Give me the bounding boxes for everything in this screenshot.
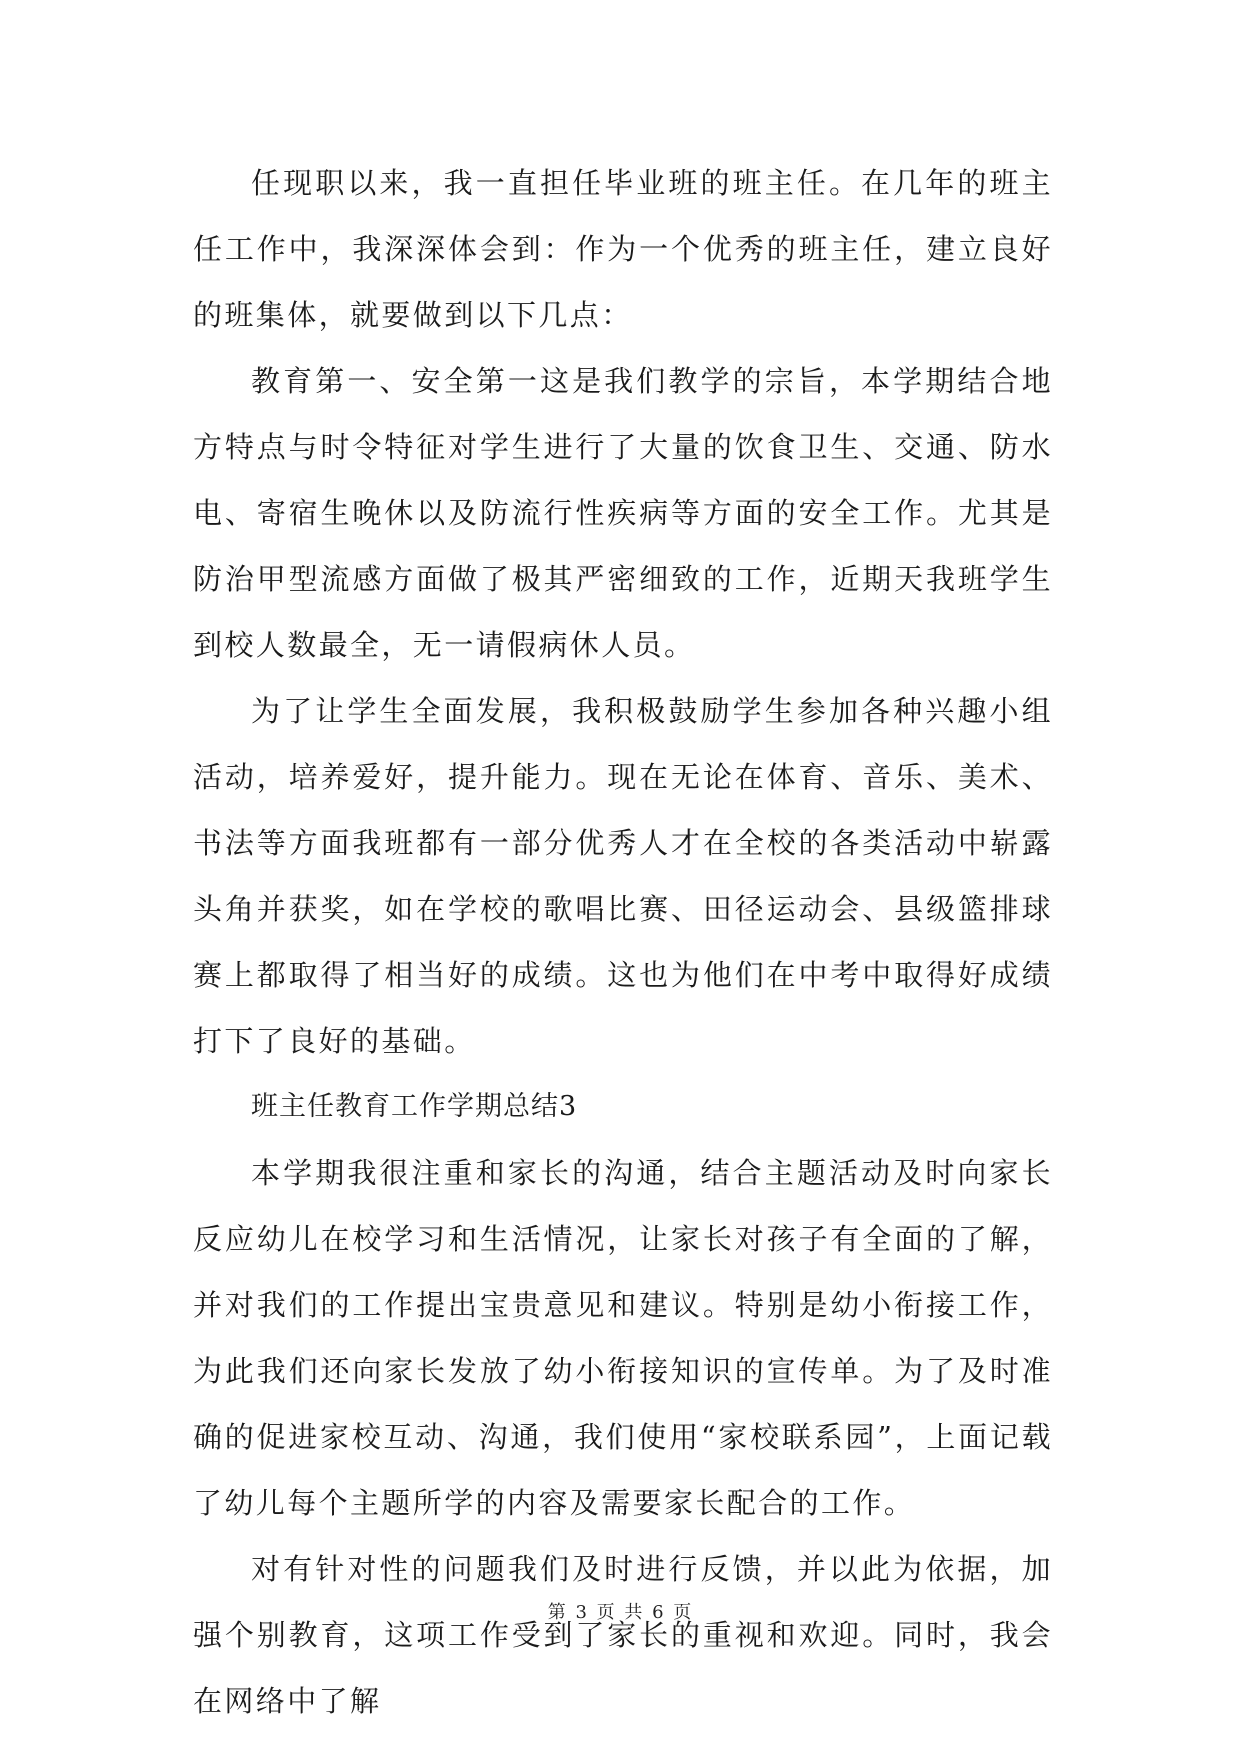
page-number-footer: 第 3 页 共 6 页 bbox=[547, 1602, 694, 1623]
paragraph-5: 对有针对性的问题我们及时进行反馈，并以此为依据，加强个别教育，这项工作受到了家长的重视和欢迎。同时，我会在网络中了解 bbox=[193, 1552, 1053, 1718]
document-body bbox=[193, 150, 1053, 1734]
paragraph-1: 任现职以来，我一直担任毕业班的班主任。在几年的班主任工作中，我深深体会到：作为一个优秀的班主任，建立良好的班集体，就要做到以下几点： bbox=[193, 166, 1053, 332]
paragraph-2: 教育第一、安全第一这是我们教学的宗旨，本学期结合地方特点与时令特征对学生进行了大量的饮食卫生、交通、防水电、寄宿生晚休以及防流行性疾病等方面的安全工作。尤其是防治甲型流感方面做了极其严密细致的工作，近期天我班学生到校人数最全，无一请假病休人员。 bbox=[193, 364, 1053, 662]
paragraph-4: 本学期我很注重和家长的沟通，结合主题活动及时向家长反应幼儿在校学习和生活情况，让家长对孩子有全面的了解，并对我们的工作提出宝贵意见和建议。特别是幼小衔接工作，为此我们还向家长发放了幼小衔接知识的宣传单。为了及时准确的促进家校互动、沟通，我们使用“家校联系园”，上面记载了幼儿每个主题所学的内容及需要家长配合的工作。 bbox=[193, 1156, 1053, 1520]
section-heading: 班主任教育工作学期总结3 bbox=[251, 1091, 578, 1122]
paragraph-3: 为了让学生全面发展，我积极鼓励学生参加各种兴趣小组活动，培养爱好，提升能力。现在无论在体育、音乐、美术、书法等方面我班都有一部分优秀人才在全校的各类活动中崭露头角并获奖，如在学校的歌唱比赛、田径运动会、县级篮排球赛上都取得了相当好的成绩。这也为他们在中考中取得好成绩打下了良好的基础。 bbox=[193, 694, 1053, 1058]
